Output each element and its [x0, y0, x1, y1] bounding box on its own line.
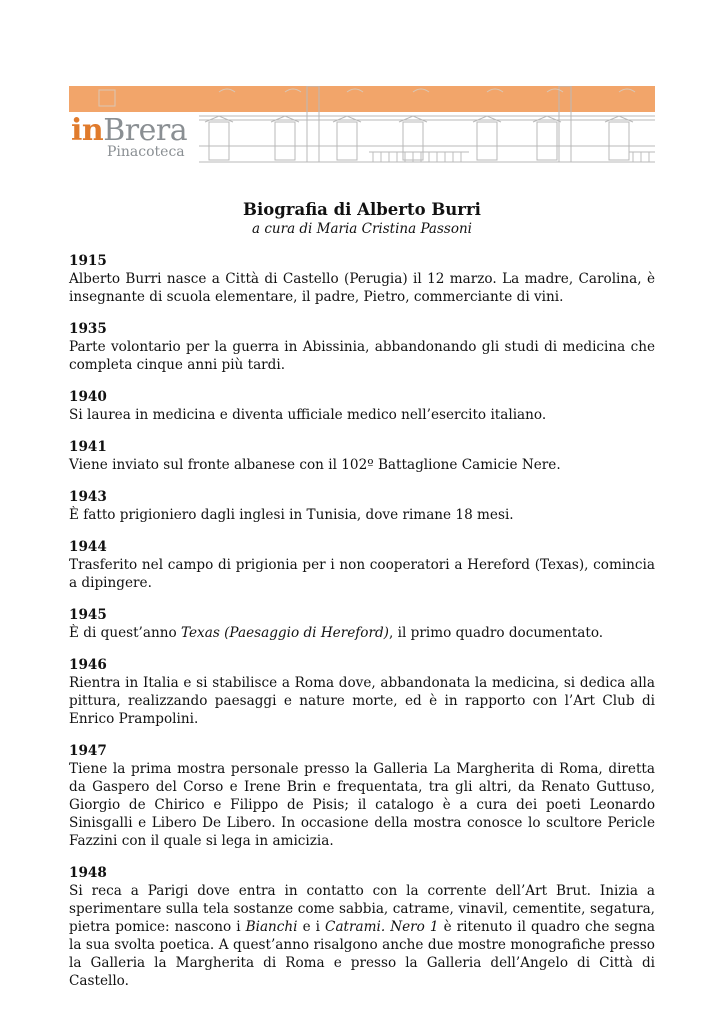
entry-1943: [69, 488, 655, 524]
entry-text: [69, 624, 655, 642]
inbrera-logo: [69, 112, 199, 164]
entry-year: 1946: [69, 657, 107, 673]
entry-year: 1935: [69, 321, 107, 337]
page-title: Biografia di Alberto Burri: [243, 200, 481, 219]
entry-year: 1947: [69, 743, 107, 759]
entry-year: 1915: [69, 253, 107, 269]
entry-text: Parte volontario per la guerra in Abissinia, abbandonando gli studi di medicina che completa cinque anni più tardi.: [69, 339, 655, 373]
logo-brera: Brera: [103, 113, 188, 148]
entry-1935: [69, 320, 655, 374]
artwork-series: Catrami.: [325, 919, 386, 935]
entry-text: Trasferito nel campo di prigionia per i non cooperatori a Hereford (Texas), comincia a dipingere.: [69, 557, 655, 591]
entry-1945: [69, 606, 655, 642]
entry-text: Viene inviato sul fronte albanese con il 102º Battaglione Camicie Nere.: [69, 457, 561, 473]
entry-text: Si laurea in medicina e diventa ufficiale medico nell’esercito italiano.: [69, 407, 547, 423]
entry-text: È fatto prigioniero dagli inglesi in Tunisia, dove rimane 18 mesi.: [69, 507, 514, 523]
entry-text: [69, 882, 655, 990]
entry-year: 1944: [69, 539, 107, 555]
logo-pinacoteca: Pinacoteca: [107, 144, 185, 160]
entry-text: Rientra in Italia e si stabilisce a Roma dove, abbandonata la medicina, si dedica alla pittura, realizzando paesaggi e nature morte, ed è in rapporto con l’Art Club di Enrico Prampolini.: [69, 675, 655, 727]
header-banner: [69, 86, 655, 164]
logo-in: in: [71, 113, 104, 148]
entry-text: Alberto Burri nasce a Città di Castello (Perugia) il 12 marzo. La madre, Carolina, è insegnante di scuola elementare, il padre, Pietro, commerciante di vini.: [69, 271, 655, 305]
entry-text-part: È di quest’anno: [69, 625, 181, 641]
entry-1941: [69, 438, 655, 474]
entry-1947: [69, 742, 655, 850]
entry-1946: [69, 656, 655, 728]
page-subtitle: a cura di Maria Cristina Passoni: [252, 221, 472, 237]
entry-text-part: Si reca a Parigi dove entra in contatto con la corrente dell’Art Brut. Inizia a sperimentare sulla tela sostanze come sabbia, catrame, vinavil, cementite, segatura, pietra pomice: nascono i: [69, 883, 655, 935]
biography-timeline: [69, 252, 655, 1004]
entry-1940: [69, 388, 655, 424]
entry-text-part: è ritenuto il quadro che segna la sua svolta poetica. A quest’anno risalgono anche due mostre monografiche presso la Galleria la Margherita di Roma e presso la Galleria dell’Angelo di Città di Castello.: [69, 919, 655, 989]
entry-text: Tiene la prima mostra personale presso la Galleria La Margherita di Roma, diretta da Gaspero del Corso e Irene Brin e frequentata, tra gli altri, da Renato Guttuso, Giorgio de Chirico e Filippo de Pisis; il catalogo è a cura dei poeti Leonardo Sinisgalli e Libero De Libero. In occasione della mostra conosce lo scultore Pericle Fazzini con il quale si lega in amicizia.: [69, 761, 655, 849]
artwork-series: Bianchi: [245, 919, 298, 935]
entry-1915: [69, 252, 655, 306]
entry-text-part: , il primo quadro documentato.: [388, 625, 604, 641]
entry-year: 1941: [69, 439, 107, 455]
entry-year: 1948: [69, 865, 107, 881]
artwork-title: Nero 1: [390, 919, 439, 935]
artwork-title: Texas (Paesaggio di Hereford): [181, 625, 389, 641]
entry-1948: [69, 864, 655, 990]
entry-year: 1945: [69, 607, 107, 623]
entry-year: 1943: [69, 489, 107, 505]
entry-text-part: e i: [297, 919, 326, 935]
entry-1944: [69, 538, 655, 592]
entry-year: 1940: [69, 389, 107, 405]
